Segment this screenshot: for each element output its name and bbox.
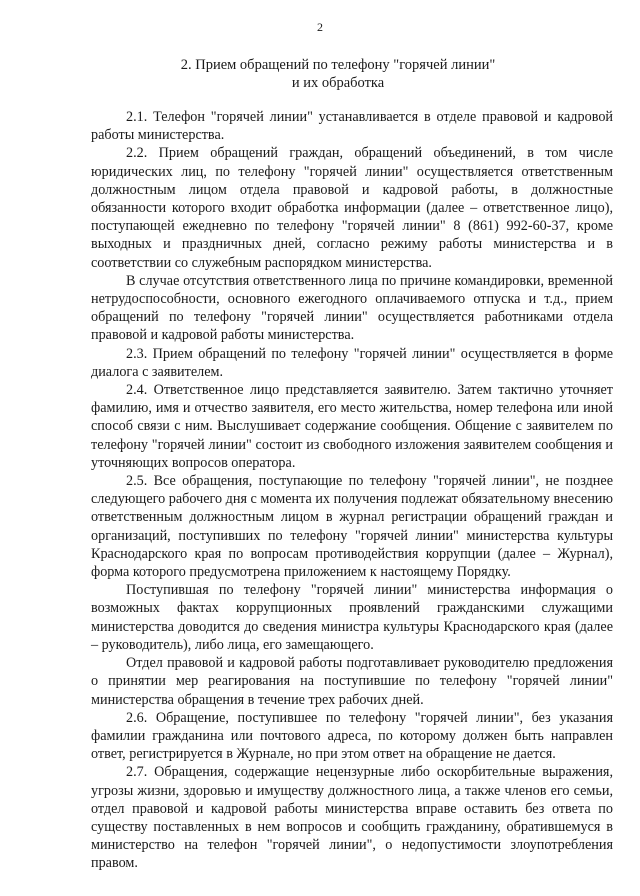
paragraph-2-5: 2.5. Все обращения, поступающие по телефону "горячей линии", не позднее следующего рабочего дня с момента их получения подлежат обязательному внесению ответственным должностным лицом в журнал регистрации обращений граждан и организаций, поступивших по телефону "горячей линии" министерства культуры Краснодарского края по вопросам противодействия коррупции (далее – Журнал), форма которого предусмотрена приложением к настоящему Порядку. xyxy=(91,473,613,581)
paragraph-2-7: 2.7. Обращения, содержащие нецензурные либо оскорбительные выражения, угрозы жизни, здоровью и имуществу должностного лица, а также членов его семьи, отдел правовой и кадровой работы министерства вправе оставить без ответа по существу поставленных в нем вопросов и сообщить гражданину, обратившемуся в министерство на телефон "горячей линии", о недопустимости злоупотребления правом. xyxy=(91,764,613,872)
section-heading xyxy=(0,56,640,92)
paragraph-absence-of-responsible: В случае отсутствия ответственного лица по причине командировки, временной нетрудоспособности, основного ежегодного оплачиваемого отпуска и т.д., прием обращений по телефону "горячей линии" осуществляется работниками отдела правовой и кадровой работы министерства. xyxy=(91,272,613,344)
document-body xyxy=(91,108,613,873)
paragraph-proposals: Отдел правовой и кадровой работы подготавливает руководителю предложения о принятии мер реагирования на поступившие по телефону "горячей линии" министерства обращения в течение трех рабочих дней. xyxy=(91,655,613,708)
section-title-line-1: 2. Прием обращений по телефону "горячей линии" xyxy=(180,57,496,73)
paragraph-2-6: 2.6. Обращение, поступившее по телефону "горячей линии", без указания фамилии гражданина или почтового адреса, по которому должен быть направлен ответ, регистрируется в Журнале, но при этом ответ на обращение не дается. xyxy=(91,709,613,763)
paragraph-2-4: 2.4. Ответственное лицо представляется заявителю. Затем тактично уточняет фамилию, имя и отчество заявителя, его место жительства, номер телефона или иной способ связи с ним. Выслушивает содержание сообщения. Общение с заявителем по телефону "горячей линии" состоит из свободного изложения заявителем сообщения и уточняющих вопросов оператора. xyxy=(91,382,613,471)
section-title-line-2: и их обработка xyxy=(291,75,385,91)
paragraph-2-1: 2.1. Телефон "горячей линии" устанавливается в отделе правовой и кадровой работы министерства. xyxy=(91,109,613,144)
paragraph-corruption-info: Поступившая по телефону "горячей линии" министерства информация о возможных фактах коррупционных проявлений гражданскими служащими министерства доводится до сведения министра культуры Краснодарского края (далее – руководитель), либо лица, его замещающего. xyxy=(91,582,613,653)
paragraph-2-2: 2.2. Прием обращений граждан, обращений объединений, в том числе юридических лиц, по телефону "горячей линии" осуществляется ответственным должностным лицом отдела правовой и кадровой работы, в должностные обязанности которого входит обработка информации (далее – ответственное лицо), поступающей ежедневно по телефону "горячей линии" 8 (861) 992-60-37, кроме выходных и праздничных дней, согласно режиму работы министерства и в соответствии со служебным распорядком министерства. xyxy=(91,145,613,271)
page-number: 2 xyxy=(317,20,323,34)
paragraph-2-3: 2.3. Прием обращений по телефону "горячей линии" осуществляется в форме диалога с заявителем. xyxy=(91,345,613,380)
